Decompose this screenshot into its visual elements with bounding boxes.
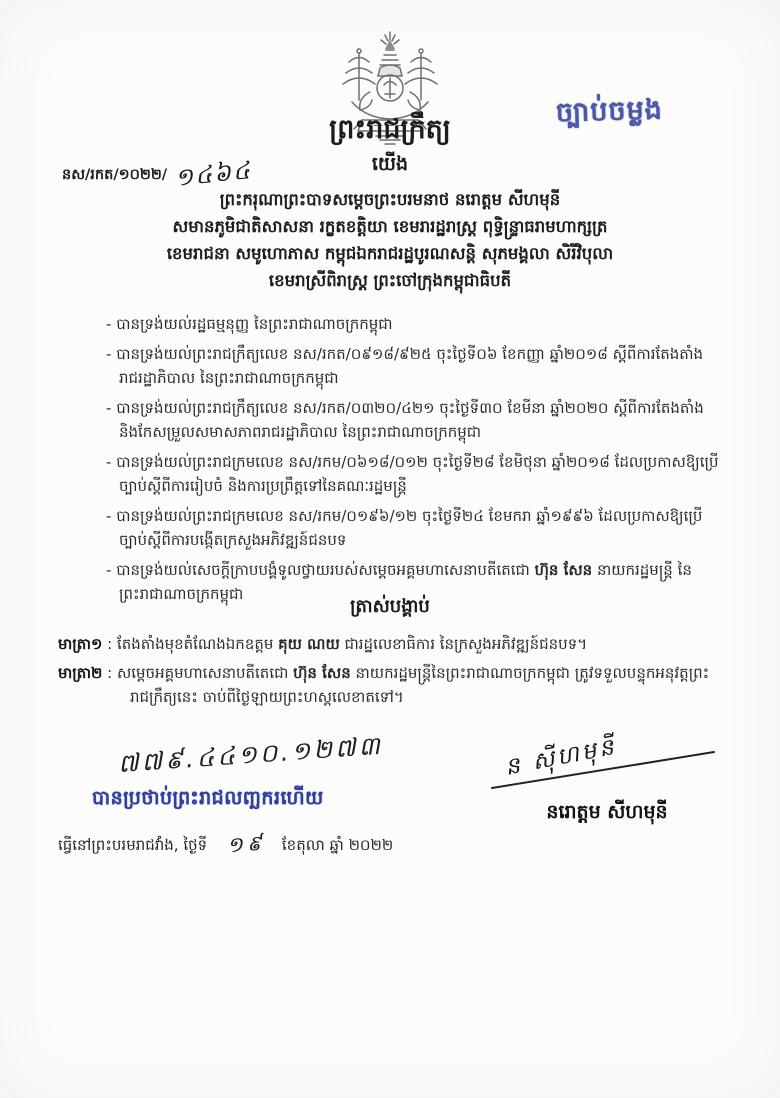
considerations-list bbox=[100, 312, 722, 612]
date-day-handwritten: ១៩ bbox=[226, 830, 267, 858]
bullet-dash: - bbox=[106, 452, 112, 471]
royal-style-line: ខេមរាស្រីពិរាស្ត្រ ព្រះចៅក្រុងកម្ពុជាធិបតី bbox=[268, 271, 512, 290]
consideration-item: - បានទ្រង់យល់ព្រះរាជក្រឹត្យលេខ នស/រកត/០៣២០/៤២១ ចុះថ្ងៃទី៣០ ខែមីនា ឆ្នាំ២០២០ ស្តីពីការតែងតាំង និងកែសម្រួលសមាសភាពរាជរដ្ឋាភិបាល នៃព្រះរាជាណាចក្រកម្ពុជា bbox=[106, 398, 704, 441]
consideration-item: - បានទ្រង់យល់ព្រះរាជក្រឹត្យលេខ នស/រកត/០៩១៨/៩២៥ ចុះថ្ងៃទី០៦ ខែកញ្ញា ឆ្នាំ២០១៨ ស្តីពីការតែងតាំងរាជរដ្ឋាភិបាល នៃព្រះរាជាណាចក្រកម្ពុជា bbox=[106, 344, 704, 387]
royal-style-line: ខេមរាជនា សមូហោភាស កម្ពុជឯករាជរដ្ឋបូរណសន្តិ សុភមង្គលា សិរីវិបុលា bbox=[166, 244, 614, 263]
proclamation-heading: ត្រាស់បង្គាប់ bbox=[350, 596, 430, 617]
bullet-dash: - bbox=[106, 398, 112, 417]
reference-prefix: នស/រកត/១០២២/ bbox=[62, 167, 168, 183]
consideration-item: - បានទ្រង់យល់រដ្ឋធម្មនុញ្ញ នៃព្រះរាជាណាចក្រកម្ពុជា bbox=[106, 315, 393, 333]
consideration-item: - បានទ្រង់យល់សេចក្តីក្រាបបង្គំទូលថ្វាយរបស់សម្តេចអគ្គមហាសេនាបតីតេជោ ហ៊ុន សែន នាយករដ្ឋមន្ត្រី នៃព្រះរាជាណាចក្រកម្ពុជា bbox=[106, 560, 692, 603]
reference-number-handwritten: ១៤៦៤ bbox=[173, 156, 254, 192]
signature-block bbox=[482, 724, 732, 874]
article-1-label: មាត្រា១ bbox=[58, 635, 103, 653]
bullet-dash: - bbox=[106, 315, 112, 333]
registry-note-handwritten: ៧៧៩.៤៤១០.១២៧៣ bbox=[117, 730, 384, 779]
royal-style-line: សមានភូមិជាតិសាសនា រក្ខតខត្តិយា ខេមរារដ្ឋរាស្ត្រ ពុទ្ធិន្ទ្រាធរាមហាក្សត្រ bbox=[172, 217, 608, 236]
articles-block bbox=[58, 632, 722, 714]
signatory-name: នរោត្តម សីហមុនី bbox=[546, 801, 668, 823]
royal-seal-statement: បានប្រថាប់ព្រះរាជលញ្ឆករហើយ bbox=[92, 787, 324, 809]
bullet-dash: - bbox=[106, 560, 112, 579]
date-prefix: ធ្វើនៅព្រះបរមរាជវាំង, ថ្ងៃទី bbox=[58, 836, 208, 854]
bullet-dash: - bbox=[106, 506, 112, 525]
royal-style-block bbox=[40, 186, 740, 294]
document-subtitle-we: យើង bbox=[371, 153, 409, 175]
bullet-dash: - bbox=[106, 344, 112, 363]
royal-style-line: ព្រះករុណាព្រះបាទសម្តេចព្រះបរមនាថ នរោត្តម សីហមុនី bbox=[219, 190, 561, 209]
king-signature-handwritten: ន ស៊ីហមុនី bbox=[502, 733, 619, 781]
article-2-label: មាត្រា២ bbox=[58, 663, 103, 682]
date-suffix: ខែតុលា ឆ្នាំ ២០២២ bbox=[281, 836, 394, 854]
copy-stamp-text: ច្បាប់ចម្លង bbox=[555, 94, 664, 129]
prime-minister-name: ហ៊ុន សែន bbox=[293, 663, 351, 682]
article-2: មាត្រា២ : សម្តេចអគ្គមហាសេនាបតីតេជោ ហ៊ុន សែន នាយករដ្ឋមន្ត្រីនៃព្រះរាជាណាចក្រកម្ពុជា ត្រូវទទួលបន្ទុកអនុវត្តព្រះរាជក្រឹត្យនេះ ចាប់ពីថ្ងៃឡាយព្រះហស្តលេខាតទៅ។ bbox=[58, 663, 710, 706]
article-1: មាត្រា១ : តែងតាំងមុខតំណែងឯកឧត្តម គុយ ណយ ជារដ្ឋលេខាធិការ នៃក្រសួងអភិវឌ្ឍន៍ជនបទ។ bbox=[58, 635, 588, 653]
place-date-line bbox=[58, 830, 393, 861]
consideration-item: - បានទ្រង់យល់ព្រះរាជក្រមលេខ នស/រកម/០៦១៨/០១២ ចុះថ្ងៃទី២៨ ខែមិថុនា ឆ្នាំ២០១៨ ដែលប្រកាសឱ្យប្រើច្បាប់ស្តីពីការរៀបចំ និងការប្រព្រឹត្តទៅនៃគណៈរដ្ឋមន្ត្រី bbox=[106, 452, 719, 495]
document-title: ព្រះរាជក្រឹត្យ bbox=[329, 114, 451, 145]
consideration-item: - បានទ្រង់យល់ព្រះរាជក្រមលេខ នស/រកម/០១៩៦/១២ ចុះថ្ងៃទី២៤ ខែមករា ឆ្នាំ១៩៩៦ ដែលប្រកាសឱ្យប្រើច្បាប់ស្តីពីការបង្កើតក្រសួងអភិវឌ្ឍន៍ជនបទ bbox=[106, 506, 703, 549]
appointee-name: គុយ ណយ bbox=[278, 635, 340, 653]
